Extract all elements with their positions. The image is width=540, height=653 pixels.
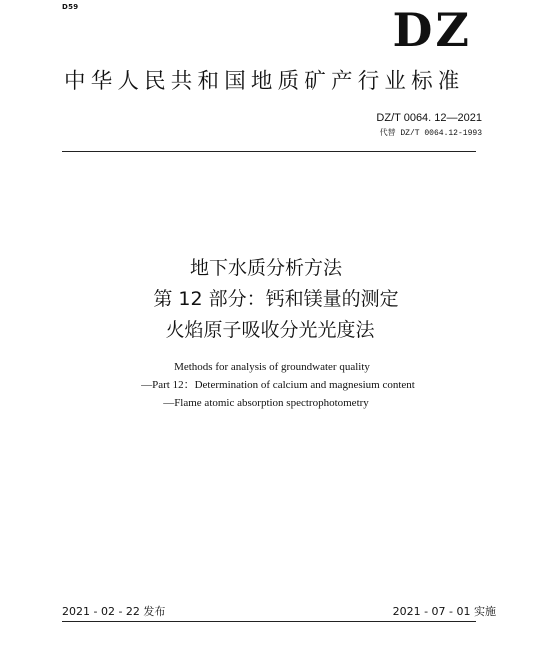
dz-logo: DZ	[392, 3, 472, 57]
issue-date: 2021 - 02 - 22 发布	[62, 605, 166, 618]
ccs-code: D59	[62, 3, 79, 11]
standard-number: DZ/T 0064. 12—2021	[376, 112, 482, 124]
title-en-line-2: —Part 12：Determination of calcium and magnesium content	[141, 379, 415, 391]
title-cn-line-2: 第 12 部分：钙和镁量的测定	[153, 288, 399, 310]
title-en-line-1: Methods for analysis of groundwater quality	[174, 361, 370, 373]
header-divider	[62, 151, 476, 152]
replaces-standard: 代替 DZ/T 0064.12-1993	[379, 129, 482, 138]
standard-organization: 中华人民共和国地质矿产行业标准	[64, 69, 465, 94]
title-cn-line-1: 地下水质分析方法	[189, 257, 342, 279]
footer-divider	[62, 621, 476, 622]
title-cn-line-3: 火焰原子吸收分光光度法	[165, 319, 375, 341]
implementation-date: 2021 - 07 - 01 实施	[392, 605, 496, 618]
title-en-line-3: —Flame atomic absorption spectrophotometry	[163, 397, 369, 409]
